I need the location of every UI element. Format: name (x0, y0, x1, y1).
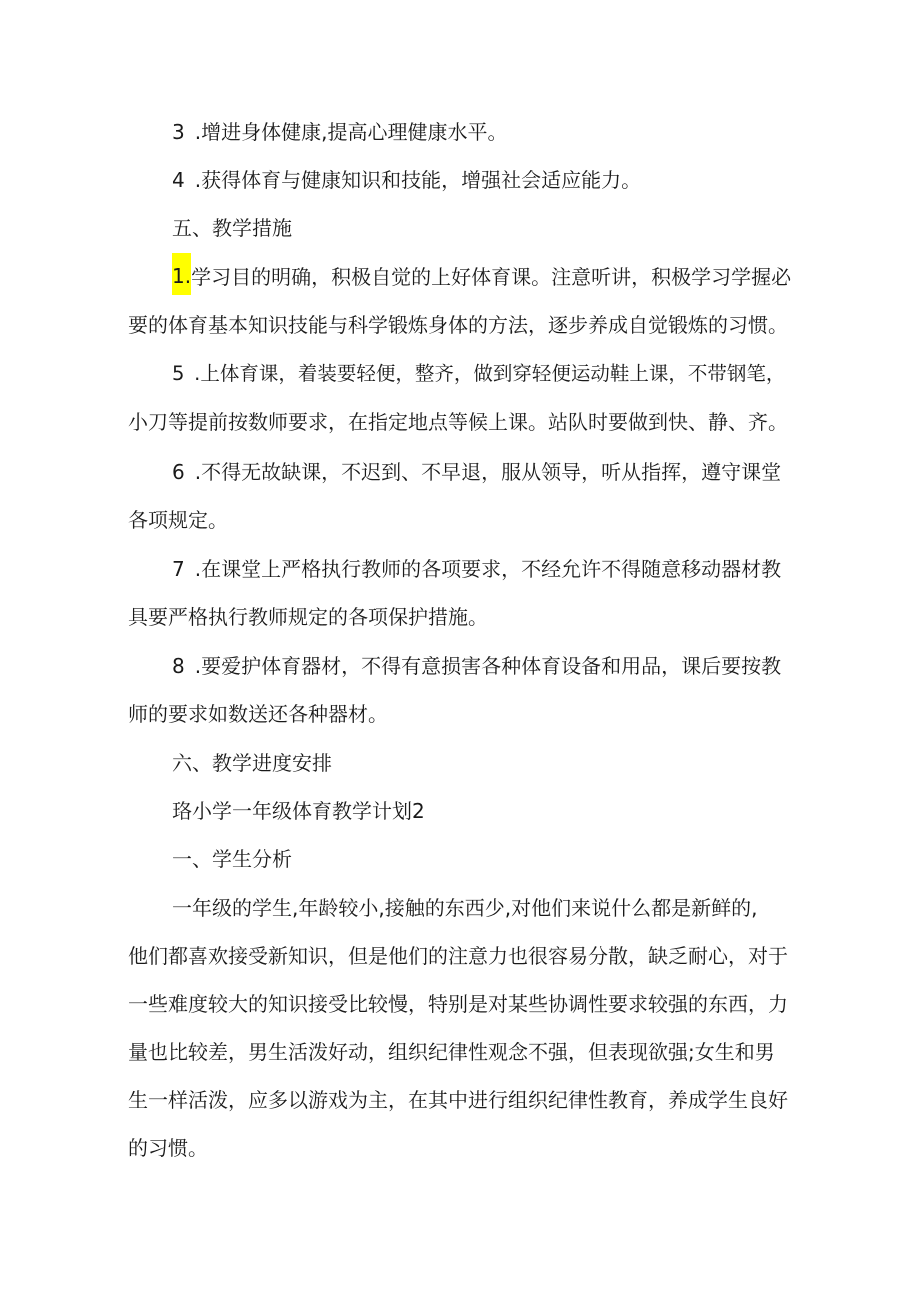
text-line: 一些难度较大的知识接受比较慢，特别是对某些协调性要求较强的东西，力 (128, 992, 788, 1016)
text-line: 他们都喜欢接受新知识，但是他们的注意力也很容易分散，缺乏耐心，对于 (128, 944, 788, 968)
list-item-1-highlighted (128, 253, 792, 349)
text-line: 4 .获得体育与健康知识和技能，增强社会适应能力。 (172, 168, 642, 192)
text-line: 具要严格执行教师规定的各项保护措施。 (128, 605, 488, 629)
text-line: 生一样活泼，应多以游戏为主，在其中进行组织纪律性教育，养成学生良好 (128, 1088, 788, 1112)
list-item-3 (128, 108, 792, 156)
text-line: 一年级的学生,年龄较小,接触的东西少,对他们来说什么都是新鲜的, (172, 896, 758, 920)
heading-text: 一、学生分析 (172, 847, 292, 871)
section-heading-teaching-measures (128, 204, 792, 252)
section-heading-schedule (128, 739, 792, 787)
list-item-4 (128, 156, 792, 204)
heading-text: 六、教学进度安排 (172, 751, 332, 775)
text-line: 5 .上体育课，着装要轻便，整齐，做到穿轻便运动鞋上课，不带钢笔， (172, 362, 786, 385)
list-item-8 (128, 642, 792, 738)
title-text: 珞小学一年级体育教学计划2 (172, 799, 425, 823)
text-line: 3 .增进身体健康,提高心理健康水平。 (172, 120, 508, 144)
text-line: 学习目的明确，积极自觉的上好体育课。注意听讲，积极学习学握必 (191, 265, 792, 289)
text-line: 7 .在课堂上严格执行教师的各项要求，不经允许不得随意移动器材教 (172, 557, 782, 581)
text-line: 要的体育基本知识技能与科学锻炼身体的方法，逐步养成自觉锻炼的习惯。 (128, 313, 788, 337)
text-line: 6 .不得无故缺课，不迟到、不早退，服从领导，听从指挥，遵守课堂 (172, 460, 782, 484)
text-line: 的习惯。 (128, 1136, 208, 1160)
highlighted-list-marker: 1. (172, 253, 191, 295)
text-line: 8 .要爱护体育器材，不得有意损害各种体育设备和用品，课后要按教 (172, 654, 782, 678)
student-analysis-paragraph (128, 884, 792, 1172)
document-title (128, 787, 792, 835)
heading-text: 五、教学措施 (172, 216, 292, 240)
text-line: 师的要求如数送还各种器材。 (128, 702, 388, 726)
list-item-6 (128, 448, 792, 544)
text-line: 量也比较差，男生活泼好动，组织纪律性观念不强，但表现欲强;女生和男 (128, 1040, 775, 1064)
list-item-5 (128, 350, 792, 446)
text-line: 小刀等提前按数师要求，在指定地点等候上课。站队时要做到快、静、齐。 (128, 410, 788, 434)
section-heading-student-analysis (128, 835, 792, 883)
text-line: 各项规定。 (128, 508, 228, 532)
list-item-7 (128, 545, 792, 641)
